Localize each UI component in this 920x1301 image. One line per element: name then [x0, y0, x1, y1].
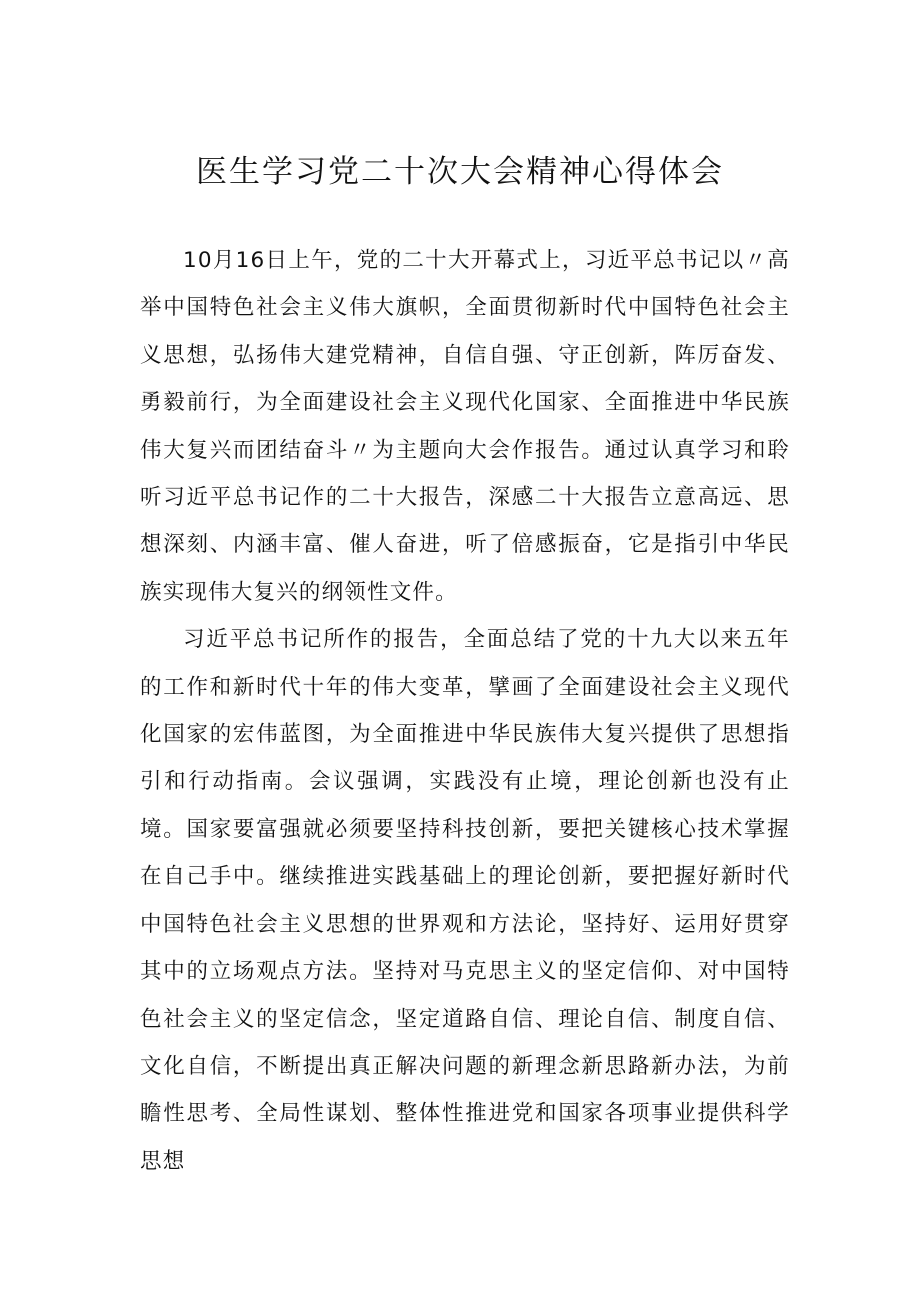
- document-body: [140, 237, 790, 1185]
- document-title: 医生学习党二十次大会精神心得体会: [196, 154, 724, 190]
- paragraph-2: 习近平总书记所作的报告，全面总结了党的十九大以来五年的工作和新时代十年的伟大变革，擘画了全面建设社会主义现代化国家的宏伟蓝图，为全面推进中华民族伟大复兴提供了思想指引和行动指南。会议强调，实践没有止境，理论创新也没有止境。国家要富强就必须要坚持科技创新，要把关键核心技术掌握在自己手中。继续推进实践基础上的理论创新，要把握好新时代中国特色社会主义思想的世界观和方法论，坚持好、运用好贯穿其中的立场观点方法。坚持对马克思主义的坚定信仰、对中国特色社会主义的坚定信念，坚定道路自信、理论自信、制度自信、文化自信，不断提出真正解决问题的新理念新思路新办法，为前瞻性思考、全局性谋划、整体性推进党和国家各项事业提供科学思想: [140, 627, 790, 1174]
- paragraph-1: 10月16日上午，党的二十大开幕式上，习近平总书记以〃高举中国特色社会主义伟大旗帜，全面贯彻新时代中国特色社会主义思想，弘扬伟大建党精神，自信自强、守正创新，阵厉奋发、勇毅前行，为全面建设社会主义现代化国家、全面推进中华民族伟大复兴而团结奋斗〃为主题向大会作报告。通过认真学习和聆听习近平总书记作的二十大报告，深感二十大报告立意高远、思想深刻、内涵丰富、催人奋进，听了倍感振奋，它是指引中华民族实现伟大复兴的纲领性文件。: [140, 248, 790, 605]
